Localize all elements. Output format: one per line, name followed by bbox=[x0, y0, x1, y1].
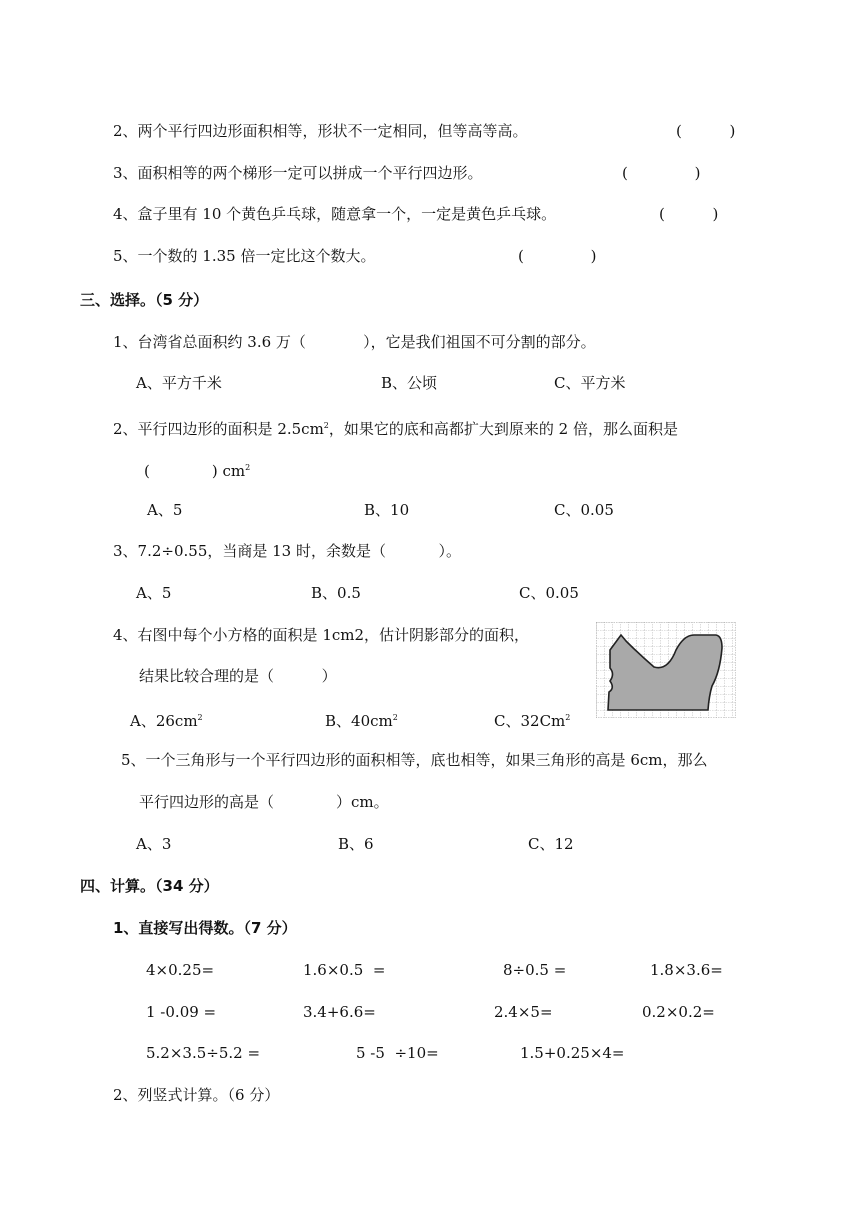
option-text: B、40cm bbox=[325, 712, 393, 730]
choice-q1-stem: 1、台湾省总面积约 3.6 万（ ），它是我们祖国不可分割的部分。 bbox=[113, 333, 596, 351]
calc-r2-c2[interactable]: 3.4+6.6= bbox=[303, 1003, 376, 1021]
judge-blank-2[interactable]: ( ) bbox=[676, 122, 736, 140]
choice-q2-option-c[interactable]: C、0.05 bbox=[554, 501, 614, 519]
calc-sub-heading-1: 1、直接写出得数。（7 分） bbox=[113, 919, 297, 937]
choice-q3-option-c[interactable]: C、0.05 bbox=[519, 584, 579, 602]
judge-blank-4[interactable]: ( ) bbox=[659, 205, 719, 223]
choice-q4-option-a[interactable] bbox=[130, 708, 203, 731]
section-heading-choice: 三、选择。（5 分） bbox=[80, 291, 209, 309]
choice-q3-stem: 3、7.2÷0.55，当商是 13 时，余数是（ ）。 bbox=[113, 542, 461, 560]
section-heading-calculation: 四、计算。（34 分） bbox=[80, 877, 219, 895]
choice-q4-option-c[interactable] bbox=[494, 708, 570, 731]
choice-q2-blank[interactable] bbox=[144, 458, 250, 481]
choice-q2-stem bbox=[113, 416, 678, 439]
choice-q2-stem-a: 2、平行四边形的面积是 2.5cm bbox=[113, 420, 324, 438]
judge-item-4: 4、盒子里有 10 个黄色乒乓球，随意拿一个，一定是黄色乒乓球。 bbox=[113, 205, 557, 223]
calc-r3-c1[interactable]: 5.2×3.5÷5.2 = bbox=[146, 1044, 261, 1062]
choice-q5-stem-line2: 平行四边形的高是（ ）cm。 bbox=[139, 793, 389, 811]
judge-blank-3[interactable]: ( ) bbox=[622, 164, 701, 182]
choice-q4-stem-line2: 结果比较合理的是（ ） bbox=[139, 667, 337, 685]
choice-q2-stem-b: ，如果它的底和高都扩大到原来的 2 倍，那么面积是 bbox=[328, 420, 678, 438]
option-text: A、26cm bbox=[130, 712, 198, 730]
calc-r1-c2[interactable]: 1.6×0.5 = bbox=[303, 961, 386, 979]
judge-item-2: 2、两个平行四边形面积相等，形状不一定相同，但等高等高。 bbox=[113, 122, 528, 140]
choice-q5-option-a[interactable]: A、3 bbox=[136, 835, 172, 853]
choice-q2-blank-text: ( ) cm bbox=[144, 462, 246, 480]
choice-q1-option-a[interactable]: A、平方千米 bbox=[136, 374, 222, 392]
calc-sub-heading-2: 2、列竖式计算。（6 分） bbox=[113, 1086, 280, 1104]
choice-q3-option-a[interactable]: A、5 bbox=[136, 584, 172, 602]
calc-r3-c2[interactable]: 5 -5 ÷10= bbox=[356, 1044, 439, 1062]
calc-r2-c1[interactable]: 1 -0.09 = bbox=[146, 1003, 217, 1021]
choice-q5-option-b[interactable]: B、6 bbox=[338, 835, 374, 853]
option-text: C、32Cm bbox=[494, 712, 566, 730]
calc-r1-c1[interactable]: 4×0.25= bbox=[146, 961, 215, 979]
choice-q1-option-b[interactable]: B、公顷 bbox=[381, 374, 438, 392]
choice-q2-option-a[interactable]: A、5 bbox=[147, 501, 183, 519]
superscript: 2 bbox=[565, 713, 571, 722]
choice-q3-option-b[interactable]: B、0.5 bbox=[311, 584, 361, 602]
judge-blank-5[interactable]: ( ) bbox=[518, 247, 597, 265]
superscript: 2 bbox=[323, 421, 329, 430]
superscript: 2 bbox=[197, 713, 203, 722]
superscript: 2 bbox=[245, 463, 251, 472]
grid-shaded-figure bbox=[596, 622, 736, 718]
calc-r1-c4[interactable]: 1.8×3.6= bbox=[650, 961, 723, 979]
calc-r2-c4[interactable]: 0.2×0.2= bbox=[642, 1003, 715, 1021]
choice-q4-option-b[interactable] bbox=[325, 708, 398, 731]
judge-item-3: 3、面积相等的两个梯形一定可以拼成一个平行四边形。 bbox=[113, 164, 483, 182]
choice-q5-option-c[interactable]: C、12 bbox=[528, 835, 574, 853]
choice-q4-stem: 4、右图中每个小方格的面积是 1cm2，估计阴影部分的面积， bbox=[113, 626, 530, 644]
calc-r2-c3[interactable]: 2.4×5= bbox=[494, 1003, 553, 1021]
judge-item-5: 5、一个数的 1.35 倍一定比这个数大。 bbox=[113, 247, 376, 265]
choice-q5-stem: 5、一个三角形与一个平行四边形的面积相等，底也相等，如果三角形的高是 6cm，那么 bbox=[121, 751, 708, 769]
calc-r1-c3[interactable]: 8÷0.5 = bbox=[503, 961, 567, 979]
choice-q1-option-c[interactable]: C、平方米 bbox=[554, 374, 626, 392]
superscript: 2 bbox=[392, 713, 398, 722]
choice-q2-option-b[interactable]: B、10 bbox=[364, 501, 410, 519]
calc-r3-c3[interactable]: 1.5+0.25×4= bbox=[520, 1044, 625, 1062]
